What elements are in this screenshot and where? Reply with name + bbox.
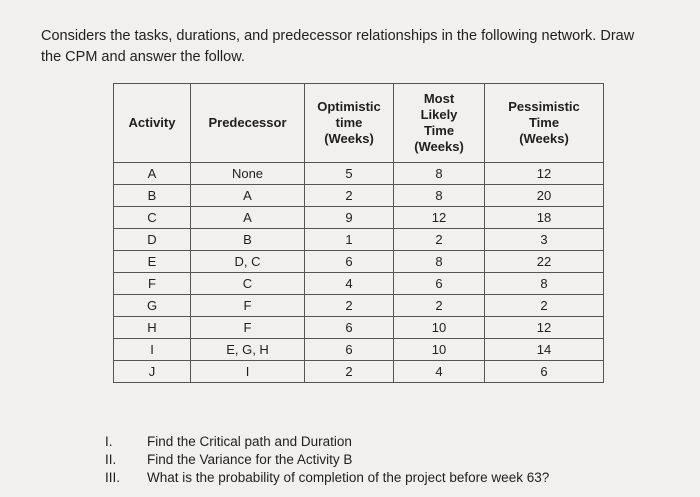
header-activity: Activity — [114, 84, 191, 163]
table-row — [114, 229, 604, 251]
cell-optimistic: 2 — [305, 295, 394, 317]
cell-most-likely: 8 — [394, 163, 485, 185]
cell-predecessor: F — [191, 295, 305, 317]
cell-pessimistic: 12 — [485, 317, 604, 339]
cell-most-likely: 2 — [394, 229, 485, 251]
cell-activity: B — [114, 185, 191, 207]
cell-activity: I — [114, 339, 191, 361]
question-number: III. — [105, 470, 121, 485]
cell-pessimistic: 20 — [485, 185, 604, 207]
cell-optimistic: 6 — [305, 251, 394, 273]
question-item — [105, 433, 549, 451]
cell-optimistic: 1 — [305, 229, 394, 251]
intro-line-1: Considers the tasks, durations, and predecessor relationships in the following network. Draw — [41, 28, 635, 44]
cell-optimistic: 2 — [305, 185, 394, 207]
cell-most-likely: 8 — [394, 251, 485, 273]
cell-optimistic: 5 — [305, 163, 394, 185]
table-header-row — [114, 84, 604, 163]
cell-activity: F — [114, 273, 191, 295]
cell-most-likely: 6 — [394, 273, 485, 295]
cell-most-likely: 10 — [394, 339, 485, 361]
cell-predecessor: I — [191, 361, 305, 383]
cell-predecessor: C — [191, 273, 305, 295]
cell-activity: J — [114, 361, 191, 383]
question-text: Find the Variance for the Activity B — [147, 452, 353, 467]
table-row — [114, 317, 604, 339]
cell-activity: G — [114, 295, 191, 317]
question-text: Find the Critical path and Duration — [147, 434, 352, 449]
cell-pessimistic: 6 — [485, 361, 604, 383]
cell-pessimistic: 14 — [485, 339, 604, 361]
cell-activity: D — [114, 229, 191, 251]
question-item — [105, 451, 549, 469]
cell-predecessor: E, G, H — [191, 339, 305, 361]
cell-activity: C — [114, 207, 191, 229]
cell-optimistic: 6 — [305, 339, 394, 361]
header-pessimistic: Pessimistic Time (Weeks) — [485, 84, 604, 163]
question-number: I. — [105, 434, 113, 449]
table-row — [114, 295, 604, 317]
cell-predecessor: A — [191, 185, 305, 207]
table-row — [114, 207, 604, 229]
cell-optimistic: 2 — [305, 361, 394, 383]
cell-optimistic: 9 — [305, 207, 394, 229]
cell-activity: A — [114, 163, 191, 185]
cell-predecessor: A — [191, 207, 305, 229]
table-row — [114, 361, 604, 383]
cell-activity: H — [114, 317, 191, 339]
cell-pessimistic: 12 — [485, 163, 604, 185]
question-item — [105, 469, 549, 487]
table-row — [114, 163, 604, 185]
cell-pessimistic: 18 — [485, 207, 604, 229]
cell-predecessor: None — [191, 163, 305, 185]
questions-list — [105, 433, 549, 487]
cell-most-likely: 4 — [394, 361, 485, 383]
header-most-likely: Most Likely Time (Weeks) — [394, 84, 485, 163]
cell-most-likely: 2 — [394, 295, 485, 317]
cell-pessimistic: 3 — [485, 229, 604, 251]
cell-predecessor: B — [191, 229, 305, 251]
header-predecessor: Predecessor — [191, 84, 305, 163]
question-number: II. — [105, 452, 117, 467]
table-row — [114, 185, 604, 207]
cell-pessimistic: 22 — [485, 251, 604, 273]
table-row — [114, 339, 604, 361]
cell-most-likely: 12 — [394, 207, 485, 229]
cell-optimistic: 4 — [305, 273, 394, 295]
cell-most-likely: 8 — [394, 185, 485, 207]
cell-pessimistic: 8 — [485, 273, 604, 295]
cell-most-likely: 10 — [394, 317, 485, 339]
header-optimistic: Optimistic time (Weeks) — [305, 84, 394, 163]
cell-predecessor: D, C — [191, 251, 305, 273]
cell-pessimistic: 2 — [485, 295, 604, 317]
cell-predecessor: F — [191, 317, 305, 339]
table-row — [114, 273, 604, 295]
cell-optimistic: 6 — [305, 317, 394, 339]
question-text: What is the probability of completion of the project before week 63? — [147, 470, 550, 485]
intro-line-2: the CPM and answer the follow. — [41, 49, 245, 65]
table-row — [114, 251, 604, 273]
problem-statement — [41, 26, 681, 68]
cell-activity: E — [114, 251, 191, 273]
activity-table — [113, 83, 604, 383]
